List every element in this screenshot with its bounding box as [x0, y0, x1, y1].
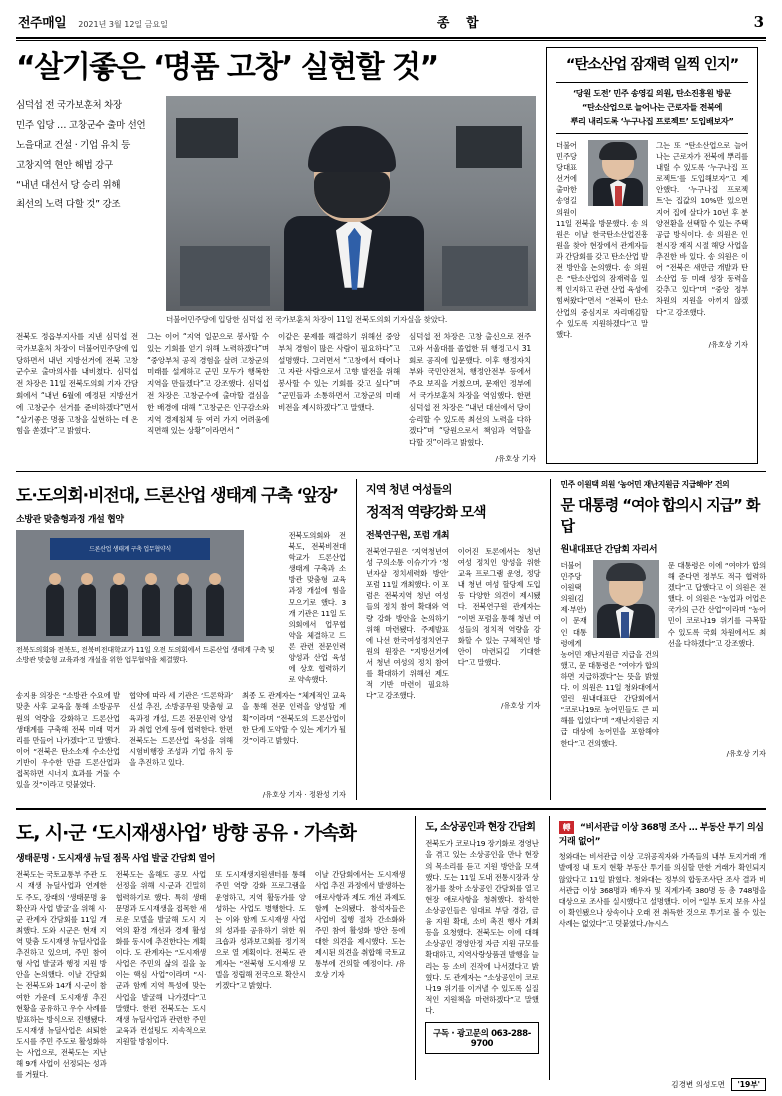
section-divider	[16, 471, 766, 472]
bottom-article-small-business	[415, 816, 538, 1080]
urban-columns	[16, 869, 405, 1080]
person-shape	[78, 584, 96, 636]
mid-article-president	[550, 479, 766, 801]
article-column: 최종 도 관계자는 “체계적인 교육을 통해 전문 인력을 양성할 계획”이라며 “전북도의 드론산업이 한 단계 도약할 수 있는 계기가 될 것”이라고 밝혔다.	[242, 691, 346, 745]
article-column: 송지용 의장은 “소방관 수요에 발맞춘 사후 교육을 통해 소방공무원의 역량을 강화하고 드론산업 생태계를 구축해 전북 미래 먹거리를 만들어 나가겠다”고 말했다. 이어 “전북은 탄소소재 수소산업 기반이 우수한 만큼 드론산업과 접목하면 시너지 효과를 거둘 수 있을 것”이라고 덧붙였다.	[16, 691, 120, 790]
drone-headline: 도·도의회·비전대, 드론산업 생태계 구축 ‘앞장’	[16, 485, 338, 506]
masthead	[14, 0, 768, 35]
bullet-item: 민주 입당 … 고창군수 출마 선언	[16, 119, 146, 131]
footer-badge: '19부'	[731, 1078, 766, 1091]
category-badge: 轉	[559, 821, 575, 834]
bullet-item: 노을대교 건설 · 기업 유치 등	[16, 139, 130, 151]
sidebar-headline: “탄소산업 잠재력 일찍 인지”	[565, 57, 739, 73]
article-column: 또 도시재생지원센터를 통해 주민 역량 강화 프로그램을 운영하고, 지역 활동가를 양성하는 사업도 병행한다. 도는 이와 함께 도시재생 사업의 성과를 공유하기 위한 워크숍과 성과보고회를 정기적으로 열 계획이다. 전북도 관계자는 “전북형 도시재생 모델을 정립해 전국으로 확산시키겠다”고 밝혔다.	[215, 870, 306, 991]
person-shape	[110, 584, 128, 636]
drone-columns	[16, 690, 346, 790]
president-headline: 문 대통령 “여야 합의시 지급” 화답	[560, 495, 760, 535]
top-photo-caption: 더불어민주당에 입당한 심덕섭 전 국가보훈처 차장이 11일 전북도의회 기자실을 찾았다.	[166, 314, 448, 324]
person-figure	[284, 132, 424, 311]
article-column: 청와대는 비서관급 이상 고위공직자와 가족들의 내부 토지거래 개발예정 내 토지 현황 부동산 투기를 의심할 만한 거래가 확인되지 않았다고 11일 밝혔다. 청와대는 정부의 합동조사단 조사 결과 비서관급 이상 368명과 배우자 및 직계가족 380명 등 총 748명을 대상으로 조사를 실시했다고 설명했다. 이어 “일부 토지 보유 사실이 확인됐으나 상속이나 오래 전 취득한 것으로 투기로 볼 수 있는 사례는 없었다”고 덧붙였다./뉴시스	[558, 852, 766, 929]
top-story-columns	[16, 331, 536, 449]
event-banner: 드론산업 생태계 구축 업무협약식	[50, 538, 210, 560]
page-number: 3	[753, 13, 764, 31]
drone-photo-wrap	[16, 530, 280, 686]
desk-shape	[442, 246, 528, 306]
mid-article-youth	[356, 479, 540, 801]
sidebar-column	[556, 140, 648, 340]
sidebar-text: 더불어민주당 당대표 선거에 출마한 송영길 의원이 11일 전북을 방문했다. 송 의원은 이날 한국탄소산업진흥원을 찾아 현장에서 관계자들과 간담회를 갖고 탄소산업 발전 방안을 논의했다. 송 의원은 “탄소산업의 잠재력을 일찍 인지하고 관련 산업 육성에 힘써왔다”면서 “전북이 탄소산업의 중심지로 자리매김할 수 있도록 지원하겠다”고 말했다.	[556, 140, 648, 339]
desk-shape	[180, 246, 270, 306]
drone-column: 전북도의회와 전북도, 전북비전대학교가 드론산업 생태계 구축과 소방관 맞춤형 교육과정 개설에 힘을 모으기로 했다. 3개 기관은 11일 도의회에서 업무협약을 체결하고 드론 관련 전문인력 양성과 산업 육성에 상호 협력하기로 약속했다.	[288, 530, 346, 685]
article-text: 더불어민주당 이원택 의원(김제·부안)이 문재인 대통령에게 농어민 재난지원금 지급을 건의했고, 문 대통령은 “여야가 합의하면 지급하겠다”는 뜻을 밝혔다. 이 의원은 11일 청와대에서 열린 원내대표단 간담회에서 “코로나19로 농어민들도 큰 피해를 입었다”며 “재난지원금 지급 대상에 농어민을 포함해야 한다”고 건의했다.	[560, 560, 659, 748]
top-story-photo	[166, 96, 536, 311]
section-divider-thick	[16, 808, 766, 810]
bullet-item: 심덕섭 전 국가보훈처 차장	[16, 99, 122, 111]
article-column: 전북도 정읍부지사를 지낸 심덕섭 전 국가보훈처 차장이 더불어민주당에 입당하면서 내년 지방선거에 전북 고창군수로 출마의사를 내비쳤다. 심덕섭 전 차장은 11일 전북도의회 기자 간담회에서 “내년 6월에 예정된 지방선거에 고창군수 선거를 준비하겠다”면서 “살기좋은 명품 고창을 실현하는 데 온 힘을 쏟겠다”고 밝혔다.	[16, 332, 138, 436]
section-title: 종 합	[436, 16, 485, 31]
top-headline: “살기좋은 ‘명품 고창’ 실현할 것”	[16, 50, 438, 85]
president-portrait	[593, 560, 659, 638]
president-kicker: 민주 이원택 의원 ‘농어민 재난지원금 지급해야’ 건의	[560, 479, 730, 489]
bullet-item: “내년 대선서 당 승리 위해	[16, 179, 121, 191]
footer-reporter: 김경변 의성도면	[671, 1080, 726, 1089]
bottom-article-bluehouse	[549, 816, 766, 1080]
bluehouse-headline: “비서관급 이상 368명 조사 … 부동산 투기 의심 거래 없어”	[558, 823, 764, 848]
article-column: 이날 간담회에서는 도시재생 사업 추진 과정에서 발생하는 애로사항과 제도 개선 과제도 함께 논의됐다. 참석자들은 사업비 집행 절차 간소화와 주민 참여 활성화 방안 등에 대한 의견을 제시했다. 도는 제시된 의견을 취합해 국토교통부에 건의할 예정이다. /유호상 기자	[314, 870, 406, 980]
bullet-item: 고창지역 현안 해법 강구	[16, 159, 113, 171]
person-shape	[142, 584, 160, 636]
sidebar-subheads	[556, 82, 748, 134]
issue-date: 2021년 3월 12일 금요일	[78, 20, 168, 29]
article-column	[560, 560, 658, 749]
masthead-left	[18, 12, 168, 31]
subscription-ad[interactable]: 구독 · 광고문의 063-288-9700	[425, 1022, 538, 1054]
drone-photo-caption: 전북도의회와 전북도, 전북비전대학교가 11일 오전 도의회에서 드론산업 생태계 구축 및 소방관 맞춤형 교육과정 개설을 위한 업무협약을 체결했다.	[16, 645, 275, 665]
drone-subhead: 소방관 맞춤형과정 개설 협약	[16, 514, 124, 525]
urban-subhead: 생태문명 · 도시재생 뉴딜 점목 사업 발굴 간담회 열어	[16, 854, 216, 865]
article-column: 이같은 문제를 해결하기 위해선 중앙부처 경험이 많은 사람이 필요하다”고 설명했다. 그러면서 “고창에서 태어나고 자란 사람으로서 고향 발전을 위해 봉사할 수 있는 기회를 갖고 싶다”며 “군민들과 소통하면서 고창군의 미래 비전을 제시하겠다”고 말했다.	[278, 332, 400, 412]
article-column: 그는 이어 “지역 일꾼으로 봉사할 수 있는 기회를 얻기 위해 노력하겠다”며 “중앙부처 공직 경험을 살려 고창군의 미래를 설계하고 군민 모두가 행복한 지역을 만들겠다”고 강조했다. 심덕섭 전 차장은 고창군수에 출마할 결심을 한 배경에 대해 “고창군은 인구감소와 지역 경제침체 등 여러 가지 어려움에 직면해 있는 상황”이라면서 “	[147, 332, 269, 436]
monitor-shape	[456, 126, 522, 168]
politician-portrait	[588, 140, 648, 206]
youth-headline: 정적적 역량강화 모색	[366, 504, 486, 521]
person-hair	[308, 126, 396, 172]
person-shape	[46, 584, 64, 636]
top-photo-wrap	[166, 96, 536, 325]
subhead-line: “탄소산업으로 늘어나는 근로자들 전북에	[582, 102, 722, 113]
portrait-tie	[615, 186, 622, 206]
bullet-item: 최선의 노력 다할 것” 강조	[16, 199, 121, 211]
portrait-tie	[621, 612, 629, 638]
group-photo	[16, 530, 244, 642]
page-footer	[671, 1079, 766, 1090]
top-story-main	[16, 47, 536, 464]
youth-columns	[366, 546, 540, 702]
president-subhead: 원내대표단 간담회 자리서	[560, 544, 658, 555]
bottom-section	[14, 816, 768, 1080]
bluehouse-headline-row	[559, 820, 766, 847]
youth-byline: /유호상 기자	[501, 701, 541, 711]
portrait-hair	[599, 142, 637, 160]
top-bullet-list	[16, 96, 156, 325]
person-shape	[174, 584, 192, 636]
mid-article-drone	[16, 479, 346, 801]
article-column: 협약에 따라 세 기관은 ‘드론학과’ 신설 추진, 소방공무원 맞춤형 교육과정 개설, 드론 전문인력 양성과 취업 연계 등에 협력한다. 한편 전북도는 드론산업 육성을 위해 시험비행장 조성과 기업 유치 등을 추진하고 있다.	[129, 691, 233, 768]
bottom-article-urban	[16, 816, 405, 1080]
sidebar-column	[656, 140, 748, 340]
drone-byline: /유호상 기자 · 정완성 기자	[262, 790, 346, 800]
bluehouse-columns	[559, 851, 766, 929]
person-shape	[206, 584, 224, 636]
subhead-line: 뿌리 내리도록 ‘누구나집 프로젝트’ 도입배보자”	[570, 116, 734, 126]
sidebar-columns	[556, 140, 748, 340]
mid-section	[14, 479, 768, 801]
paper-name: 전주매일	[18, 16, 67, 31]
president-byline: /유호상 기자	[726, 748, 766, 758]
smallbiz-text: 전북도가 코로나19 장기화로 경영난을 겪고 있는 소상공인을 만나 현장의 목소리를 듣고 지원 방안을 모색했다. 도는 11일 도내 전통시장과 상점가를 찾아 소상공인 간담회를 열고 현장 애로사항을 청취했다. 참석한 소상공인들은 임대료 부담 경감, 금융 지원 확대, 소비 촉진 행사 개최 등을 요청했다. 전북도는 이에 대해 소상공인 경영안정 자금 지원 규모를 확대하고, 지역사랑상품권 발행을 늘리는 등 소비 진작에 나서겠다고 밝혔다. 도 관계자는 “소상공인이 코로나19 위기를 이겨낼 수 있도록 실질적인 지원책을 마련하겠다”고 말했다.	[425, 839, 539, 1015]
top-story	[14, 47, 768, 464]
article-column: 심덕섭 전 차장은 고창 출신으로 전주고와 서울대를 졸업한 뒤 행정고시 31회로 공직에 입문했다. 이후 행정자치부와 국민안전처, 행정안전부 등에서 주요 보직을 거쳤으며, 문재인 정부에서 국가보훈처 차장을 역임했다. 한편 심덕섭 전 차장은 “내년 대선에서 당이 승리할 수 있도록 최선의 노력을 다하겠다”며 “당원으로서 책임과 역할을 다할 것”이라고 밝혔다.	[409, 332, 531, 448]
masthead-rule-thin	[16, 40, 766, 41]
article-column: 전북도는 국토교통부 주관 도시 재생 뉴딜사업과 연계한 도 주도, 장래의 ‘생태문명 융 확산과 사업 발굴’을 위해 시·군 관계자 간담회를 11일 개최했다. 도와 시군은 현재 지역 맞춤 도시재생 뉴딜사업을 추진하고 있으며, 주민 참여형 사업 발굴과 행정 지원 방안을 논의했다. 이날 간담회는 전북도와 14개 시·군이 참여한 가운데 도시재생 추진 현황을 공유하고 우수 사례를 발표하는 방식으로 진행됐다. 도시재생 뉴딜사업은 쇠퇴한 도시를 주민 주도로 활성화하는 사업으로, 전북도는 지난해 9개 사업이 선정되는 성과를 거뒀다.	[16, 870, 107, 1080]
sidebar-article-carbon	[546, 47, 758, 464]
article-column: 문 대통령은 이에 “여야가 합의해 준다면 정부도 적극 협력하겠다”고 답했다고 이 의원은 전했다. 이 의원은 “농업과 어업은 국가의 근간 산업”이라며 “농어민이 코로나19 위기를 극복할 수 있도록 국회 차원에서도 최선을 다하겠다”고 강조했다.	[667, 560, 767, 648]
article-column: 전북도는 올해도 공모 사업 선정을 위해 시·군과 긴밀히 협력하기로 했다. 특히 생태문명과 도시재생을 접목한 새로운 모델을 발굴해 도시 지역의 환경 개선과 경제 활성화를 동시에 추진한다는 계획이다. 도 관계자는 “도시재생 사업은 주민의 삶의 질을 높이는 핵심 사업”이라며 “시·군과 함께 지역 특성에 맞는 사업을 발굴해 나가겠다”고 말했다. 한편 전북도는 도시재생 뉴딜사업과 관련한 주민 교육과 컨설팅도 지속적으로 지원할 방침이다.	[115, 870, 207, 1046]
masthead-rule-thick	[16, 37, 766, 39]
urban-headline: 도, 시·군 ‘도시재생사업’ 방향 공유 · 가속화	[16, 822, 356, 845]
smallbiz-headline: 도, 소상공인과 현장 간담회	[425, 822, 536, 834]
monitor-shape	[176, 118, 238, 158]
president-columns	[560, 560, 766, 749]
sidebar-text: 그는 또 “탄소산업으로 늘어나는 근로자가 전북에 뿌리를 내릴 수 있도록 ‘누구나집 프로젝트’를 도입해보자”고 제안했다. ‘누구나집 프로젝트’는 집값의 10%만 있으면 지어 집에 살다가 10년 후 분양전환을 선택할 수 있는 주택 공급 방식이다. 송 의원은 인천시장 재직 시절 해당 사업을 추진한 바 있다. 송 의원은 이어 “전북은 새만금 개발과 탄소산업 등 미래 성장 동력을 갖추고 있다”며 “중앙 정부 차원의 지원을 아끼지 않겠다”고 강조했다.	[656, 140, 748, 317]
face-mask-icon	[314, 172, 390, 218]
drone-photo-row	[16, 530, 346, 686]
sidebar-byline: /유호상 기자	[708, 339, 748, 349]
subhead-line: ‘당원 도전’ 민주 송영길 의원, 탄소진흥원 방문	[573, 88, 731, 99]
top-story-body	[16, 96, 536, 325]
youth-kicker: 지역 청년 여성들의	[366, 482, 452, 496]
youth-subhead: 전북연구원, 포럼 개최	[366, 530, 450, 541]
article-column: 이어진 토론에서는 청년 여성 정치인 양성을 위한 교육 프로그램 운영, 정당 내 청년 여성 할당제 도입 등 다양한 의견이 제시됐다. 전북연구원 관계자는 “이번 포럼을 통해 청년 여성들의 정치적 역량을 강화할 수 있는 구체적인 방안이 마련되길 기대한다”고 말했다.	[457, 546, 541, 667]
article-column: 전북연구원은 ‘지역청년여성 구의소통 이슈기’가 ‘청년자살 정치세력화 방안’ 포럼 11일 개최했다. 이 포럼은 전북지역 청년 여성들의 정치 참여 확대와 역량 강화 방안을 논의하기 위해 마련됐다. 주제발표에 나선 한국여성정치연구원의 원장은 “지방선거에서 청년 여성의 정치 참여를 확대하기 위해선 제도적 기반 마련이 필요하다”고 강조했다.	[366, 546, 449, 701]
portrait-hair	[606, 563, 646, 581]
top-byline: /유호상 기자	[495, 453, 536, 463]
